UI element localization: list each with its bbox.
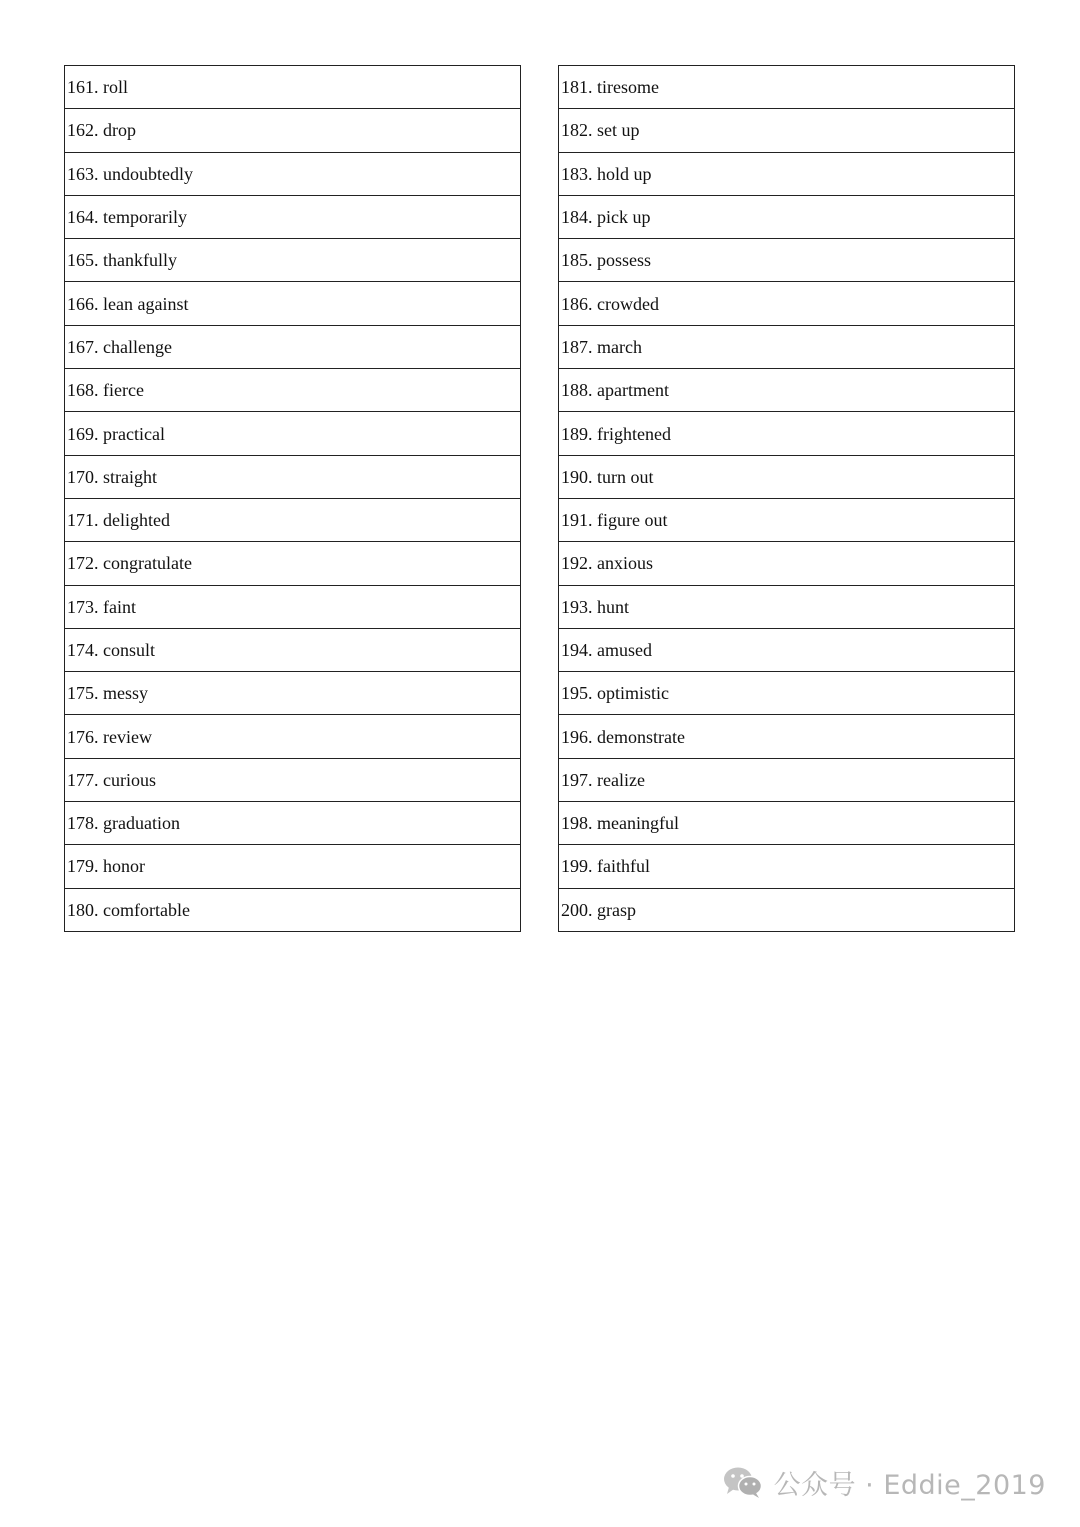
- table-row: [65, 369, 521, 412]
- vocabulary-entry: 162. drop: [65, 109, 521, 152]
- table-row: [65, 628, 521, 671]
- table-row: [559, 498, 1015, 541]
- table-row: [559, 585, 1015, 628]
- vocabulary-entry: 175. messy: [65, 672, 521, 715]
- table-row: [559, 758, 1015, 801]
- vocabulary-entry: 189. frightened: [559, 412, 1015, 455]
- table-row: [559, 672, 1015, 715]
- table-row: [559, 239, 1015, 282]
- vocabulary-entry: 186. crowded: [559, 282, 1015, 325]
- table-row: [559, 412, 1015, 455]
- vocabulary-entry: 182. set up: [559, 109, 1015, 152]
- wechat-icon: [722, 1465, 764, 1499]
- table-row: [65, 282, 521, 325]
- table-row: [559, 152, 1015, 195]
- vocabulary-entry: 177. curious: [65, 758, 521, 801]
- table-row: [65, 498, 521, 541]
- table-row: [65, 542, 521, 585]
- vocabulary-entry: 178. graduation: [65, 802, 521, 845]
- vocabulary-entry: 170. straight: [65, 455, 521, 498]
- vocabulary-table-right-body: [559, 66, 1015, 932]
- vocabulary-entry: 163. undoubtedly: [65, 152, 521, 195]
- vocabulary-entry: 176. review: [65, 715, 521, 758]
- table-row: [559, 195, 1015, 238]
- vocabulary-entry: 181. tiresome: [559, 66, 1015, 109]
- vocabulary-entry: 174. consult: [65, 628, 521, 671]
- table-row: [65, 715, 521, 758]
- table-row: [65, 239, 521, 282]
- vocabulary-entry: 183. hold up: [559, 152, 1015, 195]
- table-row: [65, 109, 521, 152]
- table-row: [65, 672, 521, 715]
- table-row: [65, 325, 521, 368]
- table-row: [559, 845, 1015, 888]
- vocabulary-entry: 171. delighted: [65, 498, 521, 541]
- table-row: [559, 715, 1015, 758]
- table-row: [559, 888, 1015, 931]
- vocabulary-entry: 168. fierce: [65, 369, 521, 412]
- vocabulary-entry: 194. amused: [559, 628, 1015, 671]
- vocabulary-table-left: [64, 65, 521, 932]
- table-row: [559, 282, 1015, 325]
- table-row: [65, 845, 521, 888]
- vocabulary-entry: 172. congratulate: [65, 542, 521, 585]
- vocabulary-entry: 192. anxious: [559, 542, 1015, 585]
- table-row: [65, 888, 521, 931]
- table-row: [65, 585, 521, 628]
- table-row: [559, 325, 1015, 368]
- vocabulary-entry: 197. realize: [559, 758, 1015, 801]
- table-row: [559, 369, 1015, 412]
- table-row: [559, 109, 1015, 152]
- vocabulary-table-right: [558, 65, 1015, 932]
- vocabulary-entry: 166. lean against: [65, 282, 521, 325]
- watermark-text: 公众号 · Eddie_2019: [773, 1469, 1046, 1501]
- table-row: [65, 758, 521, 801]
- vocabulary-entry: 173. faint: [65, 585, 521, 628]
- vocabulary-entry: 190. turn out: [559, 455, 1015, 498]
- table-row: [65, 412, 521, 455]
- vocabulary-entry: 196. demonstrate: [559, 715, 1015, 758]
- table-row: [65, 152, 521, 195]
- table-row: [65, 455, 521, 498]
- vocabulary-table-left-body: [65, 66, 521, 932]
- vocabulary-entry: 179. honor: [65, 845, 521, 888]
- vocabulary-entry: 199. faithful: [559, 845, 1015, 888]
- vocabulary-entry: 193. hunt: [559, 585, 1015, 628]
- table-row: [559, 628, 1015, 671]
- vocabulary-entry: 198. meaningful: [559, 802, 1015, 845]
- table-row: [65, 802, 521, 845]
- table-row: [65, 66, 521, 109]
- vocabulary-entry: 191. figure out: [559, 498, 1015, 541]
- table-row: [559, 802, 1015, 845]
- vocabulary-entry: 165. thankfully: [65, 239, 521, 282]
- table-row: [559, 542, 1015, 585]
- vocabulary-entry: 184. pick up: [559, 195, 1015, 238]
- watermark: [722, 1462, 1046, 1502]
- vocabulary-entry: 161. roll: [65, 66, 521, 109]
- vocabulary-entry: 164. temporarily: [65, 195, 521, 238]
- vocabulary-entry: 188. apartment: [559, 369, 1015, 412]
- vocabulary-entry: 169. practical: [65, 412, 521, 455]
- vocabulary-entry: 187. march: [559, 325, 1015, 368]
- table-row: [559, 66, 1015, 109]
- vocabulary-entry: 167. challenge: [65, 325, 521, 368]
- table-row: [559, 455, 1015, 498]
- vocabulary-entry: 180. comfortable: [65, 888, 521, 931]
- vocabulary-entry: 185. possess: [559, 239, 1015, 282]
- vocabulary-entry: 200. grasp: [559, 888, 1015, 931]
- table-row: [65, 195, 521, 238]
- vocabulary-entry: 195. optimistic: [559, 672, 1015, 715]
